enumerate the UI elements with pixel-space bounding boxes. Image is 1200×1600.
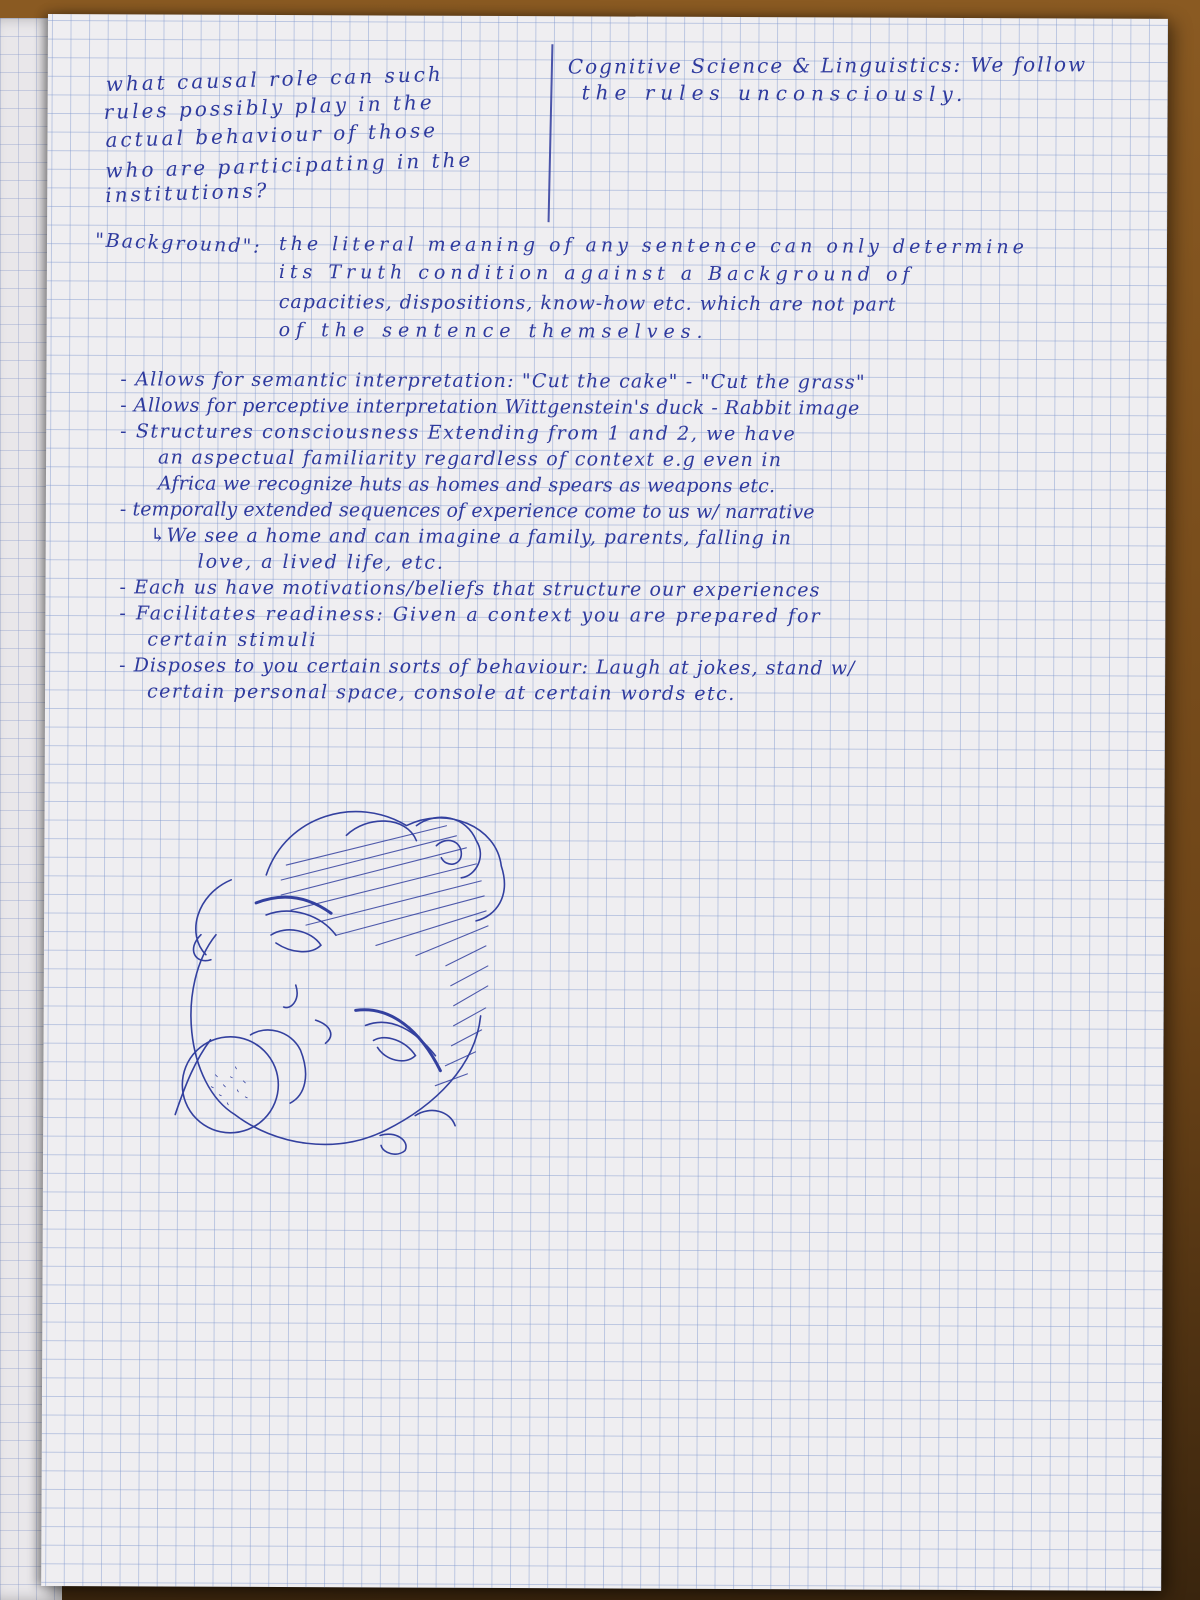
jaw-detail xyxy=(415,1110,455,1125)
face-outline xyxy=(190,935,481,1145)
face-sketch xyxy=(115,784,537,1206)
question-line-4: who are participating in the xyxy=(105,147,474,183)
question-line-1: what causal role can such xyxy=(105,61,445,97)
ear-left xyxy=(193,880,231,961)
bullet-motivations: - Each us have motivations/beliefs that structure our experiences xyxy=(119,576,821,602)
background-label: "Background": xyxy=(94,229,263,258)
question-line-3: actual behaviour of those xyxy=(105,117,439,153)
cognitive-line-2: the rules unconsciously. xyxy=(581,80,969,107)
bubble-gum-circle xyxy=(182,1037,278,1133)
hair-curls xyxy=(346,817,480,878)
bullet-consciousness-cont-1: an aspectual familiarity regardless of context e.g even in xyxy=(158,446,783,472)
bullet-temporal-cont-2: love, a lived life, etc. xyxy=(197,550,446,574)
background-line-2: its Truth condition against a Background of xyxy=(278,261,915,286)
nose xyxy=(284,985,331,1043)
bullet-temporal-cont-1: ↳We see a home and can imagine a family, parents, falling in xyxy=(149,524,792,550)
bullet-readiness: - Facilitates readiness: Given a context you are prepared for xyxy=(119,602,822,628)
question-line-2: rules possibly play in the xyxy=(103,89,435,125)
bullet-readiness-cont: certain stimuli xyxy=(147,628,318,652)
left-eye xyxy=(266,911,336,952)
right-eye xyxy=(365,1022,435,1061)
column-divider xyxy=(548,44,554,222)
bullet-consciousness: - Structures consciousness Extending from 1 and 2, we have xyxy=(120,420,797,446)
background-line-4: of the sentence themselves. xyxy=(278,319,709,343)
bullet-disposes: - Disposes to you certain sorts of behaviour: Laugh at jokes, stand w/ xyxy=(119,654,856,680)
question-line-5: institutions? xyxy=(104,178,270,208)
cognitive-line-1: Cognitive Science & Linguistics: We follow xyxy=(567,52,1088,79)
notebook-page xyxy=(41,14,1168,1591)
bullet-disposes-cont: certain personal space, console at certain words etc. xyxy=(146,680,736,706)
bullet-semantic: - Allows for semantic interpretation: "Cut the cake" - "Cut the grass" xyxy=(120,368,866,394)
background-line-3: capacities, dispositions, know-how etc. which are not part xyxy=(278,291,897,316)
bullet-temporal: - temporally extended sequences of experience come to us w/ narrative xyxy=(119,498,815,524)
bullet-perceptive: - Allows for perceptive interpretation Wittgenstein's duck - Rabbit image xyxy=(120,394,860,420)
background-line-1: the literal meaning of any sentence can only determine xyxy=(278,233,1028,259)
chin-stroke xyxy=(175,1040,210,1115)
earring xyxy=(380,1134,406,1154)
bullet-consciousness-cont-2: Africa we recognize huts as homes and spears as weapons etc. xyxy=(157,472,776,498)
hair-hatching xyxy=(280,825,488,1086)
